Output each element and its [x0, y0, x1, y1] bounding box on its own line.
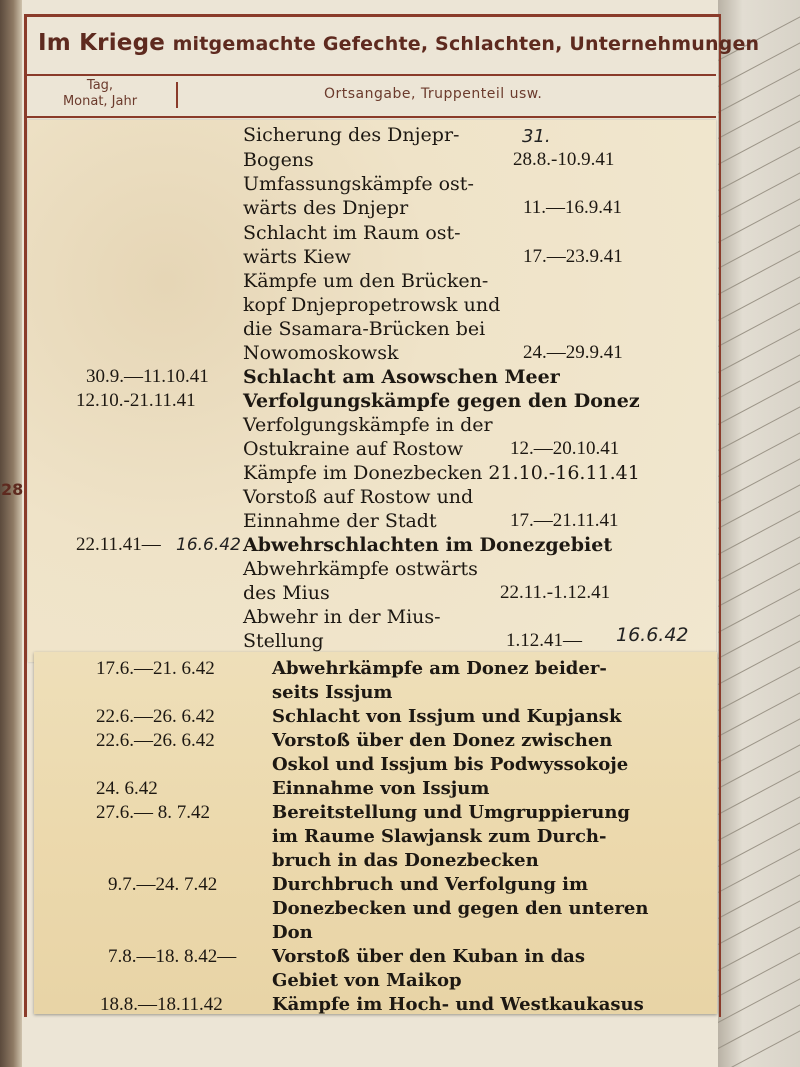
entry-date: 28.8.-10.9.41 [513, 149, 615, 170]
entry-text: Vorstoß über den Donez zwischen [272, 730, 613, 751]
entry-text: Ostukraine auf Rostow [243, 438, 464, 460]
entry-text: Abwehrschlachten im Donezgebiet [243, 534, 613, 556]
entry-text: Nowomoskowsk [243, 342, 399, 364]
entry-text: Bogens [243, 149, 314, 171]
entry-date: 24.—29.9.41 [523, 342, 623, 363]
title-bold: Im Kriege [38, 30, 166, 56]
entry-text: Schlacht von Issjum und Kupjansk [272, 706, 622, 727]
entry-text: Verfolgungskämpfe gegen den Donez [243, 390, 640, 412]
entry-text: Vorstoß über den Kuban in das [272, 946, 585, 967]
entry-date: 22.6.—26. 6.42 [96, 730, 215, 751]
entry-text: Don [272, 922, 313, 943]
entry-text: Donezbecken und gegen den unteren [272, 898, 649, 919]
column-divider [176, 82, 178, 108]
page-title [38, 30, 760, 68]
title-rest: mitgemachte Gefechte, Schlachten, Unternehmungen [172, 33, 760, 55]
entry-text: des Mius [243, 582, 330, 604]
entry-text: Einnahme von Issjum [272, 778, 490, 799]
entry-date-left: 30.9.—11.10.41 [86, 366, 209, 387]
entry-date: 17.—23.9.41 [523, 246, 623, 267]
column-date-label [38, 78, 162, 110]
entry-text: Kämpfe im Hoch- und Westkaukasus [272, 994, 644, 1015]
entry-text: Vorstoß auf Rostow und [243, 486, 474, 508]
column-place-label: Ortsangabe, Truppenteil usw. [324, 86, 543, 102]
entry-text: wärts Kiew [243, 246, 351, 268]
entry-date-left: 12.10.-21.11.41 [76, 390, 196, 411]
entry-date: 24. 6.42 [96, 778, 158, 799]
column-date-line2: Monat, Jahr [62, 94, 138, 109]
entry-date: 27.6.— 8. 7.42 [96, 802, 210, 823]
entry-text: Verfolgungskämpfe in der [243, 414, 493, 436]
entry-text: kopf Dnjepropetrowsk und [243, 294, 501, 316]
entry-date: 18.8.—18.11.42 [100, 994, 223, 1015]
entry-date: 22.11.-1.12.41 [500, 582, 611, 603]
entry-date: 11.—16.9.41 [523, 197, 623, 218]
column-date-line1: Tag, [86, 78, 114, 93]
entry-text: Sicherung des Dnjepr- [243, 124, 460, 146]
column-header [24, 74, 716, 118]
page-number: 28 [1, 480, 24, 499]
entry-text: Gebiet von Maikop [272, 970, 462, 991]
entry-text: Stellung [243, 630, 324, 652]
entry-text: Kämpfe im Donezbecken 21.10.-16.11.41 [243, 462, 640, 484]
entry-date: 22.6.—26. 6.42 [96, 706, 215, 727]
entry-date-left: 22.11.41— [76, 534, 161, 555]
entry-date: 1.12.41— [506, 630, 582, 651]
entry-text: Durchbruch und Verfolgung im [272, 874, 589, 895]
entry-text: wärts des Dnjepr [243, 197, 409, 219]
entry-text: Einnahme der Stadt [243, 510, 437, 532]
entry-text: Bereitstellung und Umgruppierung [272, 802, 630, 823]
entry-text: Schlacht am Asowschen Meer [243, 366, 560, 388]
entry-date: 7.8.—18. 8.42— [108, 946, 237, 967]
entry-text: seits Issjum [272, 682, 393, 703]
entry-text: Abwehrkämpfe am Donez beider- [272, 658, 607, 679]
entry-text: Oskol und Issjum bis Podwyssokoje [272, 754, 629, 775]
entry-text: Abwehrkämpfe ostwärts [243, 558, 478, 580]
facing-page [718, 0, 800, 1067]
entry-text: Schlacht im Raum ost- [243, 222, 461, 244]
entry-date: 12.—20.10.41 [510, 438, 620, 459]
handwritten-date-right: 16.6.42 [616, 624, 689, 646]
entry-date: 17.—21.11.41 [510, 510, 619, 531]
entry-text: bruch in das Donezbecken [272, 850, 539, 871]
entry-date: 17.6.—21. 6.42 [96, 658, 215, 679]
entry-text: im Raume Slawjansk zum Durch- [272, 826, 607, 847]
entry-text: Kämpfe um den Brücken- [243, 270, 489, 292]
entry-text: Umfassungskämpfe ost- [243, 173, 474, 195]
entry-date: 9.7.—24. 7.42 [108, 874, 218, 895]
book-binding [0, 0, 22, 1067]
entry-text: die Ssamara-Brücken bei [243, 318, 486, 340]
handwritten-date-left: 16.6.42 [176, 535, 241, 555]
handwritten-day: 31. [522, 126, 551, 147]
entry-text: Abwehr in der Mius- [243, 606, 441, 628]
